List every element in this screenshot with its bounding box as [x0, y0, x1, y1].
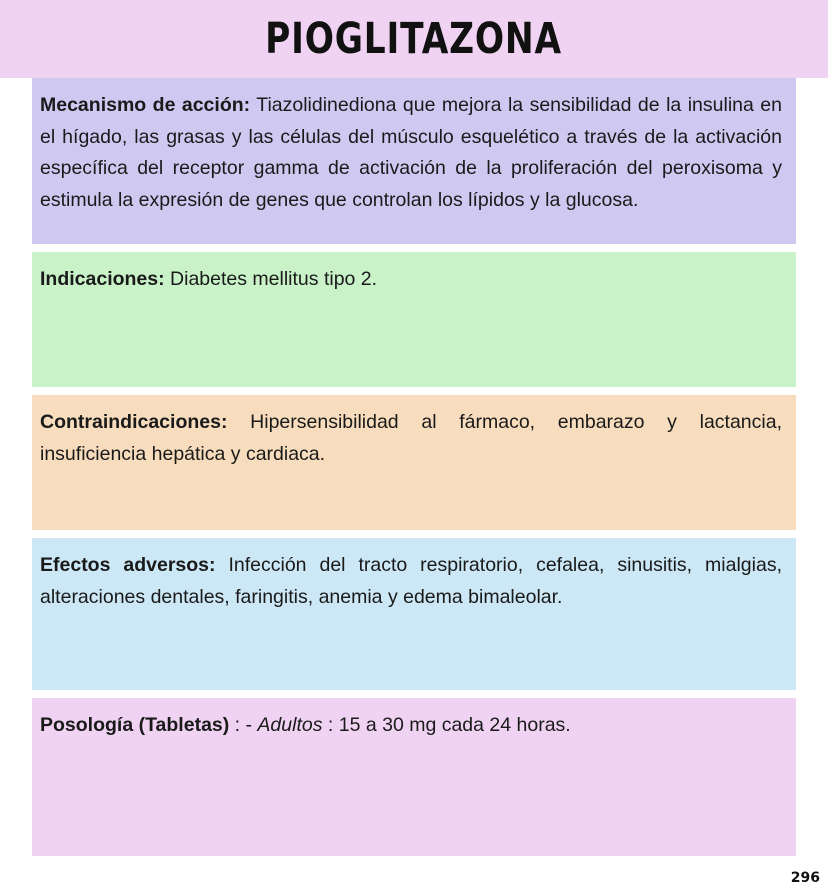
page-title-banner [0, 0, 828, 78]
section-posologia-separator: : - [234, 714, 258, 736]
section-contraindicaciones [32, 395, 796, 530]
section-mecanismo-de-accion [32, 78, 796, 244]
section-posologia-audience: Adultos [257, 714, 323, 736]
section-label-indicaciones: Indicaciones: [40, 268, 165, 290]
section-body-mecanismo: Tiazolidinediona que mejora la sensibilidad de la insulina en el hígado, las grasas y las células del músculo esquelético a través de la activación específica del receptor gamma de activación de la proliferación del peroxisoma y estimula la expresión de genes que controlan los lípidos y la glucosa. [40, 94, 782, 211]
section-body-indicaciones: Diabetes mellitus tipo 2. [170, 268, 378, 290]
sections-container [0, 78, 828, 856]
section-body-posologia: : 15 a 30 mg cada 24 horas. [327, 714, 571, 736]
section-body-contraindicaciones: Hipersensibilidad al fármaco, embarazo y lactancia, insuficiencia hepática y cardiaca. [40, 411, 782, 465]
section-efectos-adversos [32, 538, 796, 690]
section-posologia [32, 698, 796, 856]
section-label-contraindicaciones: Contraindicaciones: [40, 411, 228, 433]
section-body-efectos-adversos: Infección del tracto respiratorio, cefalea, sinusitis, mialgias, alteraciones dentales, faringitis, anemia y edema bimaleolar. [40, 554, 782, 608]
section-label-mecanismo: Mecanismo de acción: [40, 94, 251, 116]
page-title: PIOGLITAZONA [265, 14, 563, 64]
page-number: 296 [790, 870, 820, 886]
section-label-efectos-adversos: Efectos adversos: [40, 554, 216, 576]
section-indicaciones [32, 252, 796, 387]
section-label-posologia: Posología (Tabletas) [40, 714, 230, 736]
